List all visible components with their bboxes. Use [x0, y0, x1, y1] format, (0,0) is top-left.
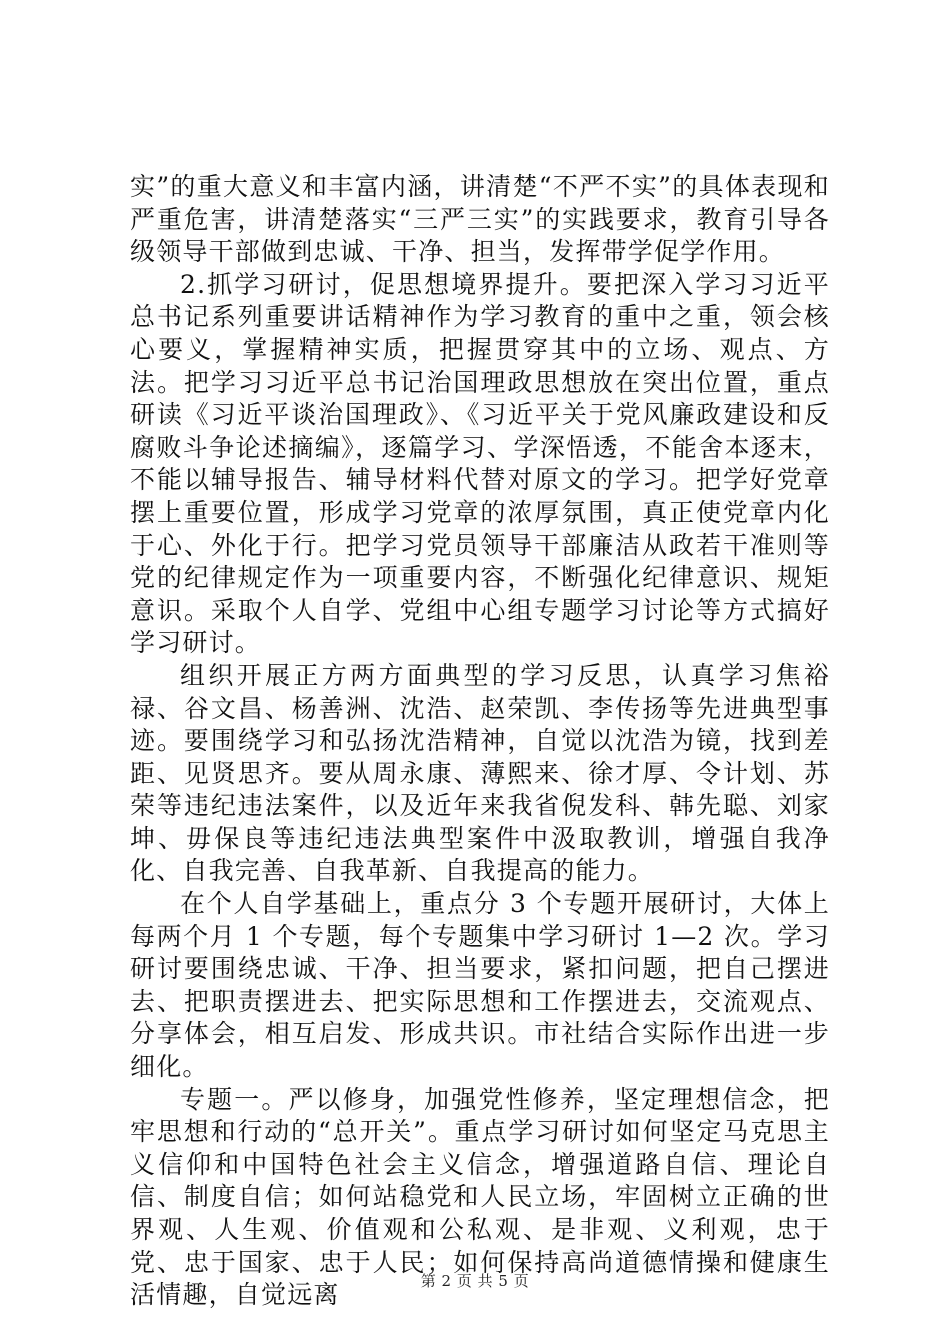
paragraph: 在个人自学基础上，重点分 3 个专题开展研讨，大体上每两个月 1 个专题，每个专题集中学习研讨 1—2 次。学习研讨要围绕忠诚、干净、担当要求，紧扣问题，把自己摆进去、把职责摆进去、把实际思想和工作摆进去，交流观点、分享体会，相互启发、形成共识。市社结合实际作出进一步细化。: [130, 889, 830, 1082]
paragraph: 组织开展正方两方面典型的学习反思，认真学习焦裕禄、谷文昌、杨善洲、沈浩、赵荣凯、李传扬等先进典型事迹。要围绕学习和弘扬沈浩精神，自觉以沈浩为镜，找到差距、见贤思齐。要从周永康、薄熙来、徐才厚、令计划、苏荣等违纪违法案件，以及近年来我省倪发科、韩先聪、刘家坤、毋保良等违纪违法典型案件中汲取教训，增强自我净化、自我完善、自我革新、自我提高的能力。: [130, 660, 830, 886]
paragraph: 2.抓学习研讨，促思想境界提升。要把深入学习习近平总书记系列重要讲话精神作为学习教育的重中之重，领会核心要义，掌握精神实质，把握贯穿其中的立场、观点、方法。把学习习近平总书记治国理政思想放在突出位置，重点研读《习近平谈治国理政》、《习近平关于党风廉政建设和反腐败斗争论述摘编》，逐篇学习、学深悟透，不能舍本逐末，不能以辅导报告、辅导材料代替对原文的学习。把学好党章摆上重要位置，形成学习党章的浓厚氛围，真正使党章内化于心、外化于行。把学习党员领导干部廉洁从政若干准则等党的纪律规定作为一项重要内容，不断强化纪律意识、规矩意识。采取个人自学、党组中心组专题学习讨论等方式搞好学习研讨。: [130, 269, 830, 658]
paragraph: 专题一。严以修身，加强党性修养，坚定理想信念，把牢思想和行动的“总开关”。重点学习研讨如何坚定马克思主义信仰和中国特色社会主义信念，增强道路自信、理论自信、制度自信；如何站稳党和人民立场，牢固树立正确的世界观、人生观、价值观和公私观、是非观、义利观，忠于党、忠于国家、忠于人民；如何保持高尚道德情操和健康生活情趣，自觉远离: [130, 1084, 830, 1310]
page-number-footer: 第 2 页 共 5 页: [420, 1272, 530, 1290]
document-body: [130, 171, 830, 1312]
paragraph: 实”的重大意义和丰富内涵，讲清楚“不严不实”的具体表现和严重危害，讲清楚落实“三严三实”的实践要求，教育引导各级领导干部做到忠诚、干净、担当，发挥带学促学作用。: [130, 172, 830, 267]
